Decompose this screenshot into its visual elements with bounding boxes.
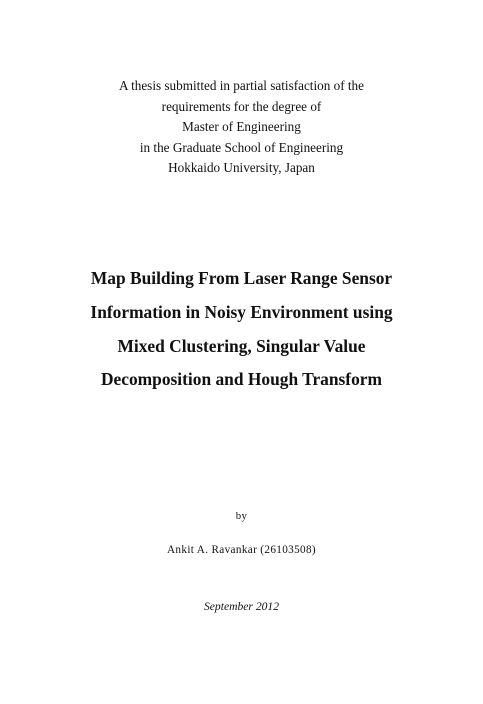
submission-line: Hokkaido University, Japan xyxy=(168,160,315,175)
title-line: Mixed Clustering, Singular Value xyxy=(117,335,366,356)
author-name: Ankit A. Ravankar (26103508) xyxy=(167,544,316,556)
submission-line: requirements for the degree of xyxy=(161,98,322,114)
thesis-title xyxy=(0,262,483,397)
submission-statement xyxy=(0,76,483,179)
title-line: Information in Noisy Environment using xyxy=(90,301,393,322)
by-label: by xyxy=(235,510,248,522)
submission-line: Master of Engineering xyxy=(182,119,301,134)
submission-line: in the Graduate School of Engineering xyxy=(139,139,344,155)
title-line: Decomposition and Hough Transform xyxy=(100,369,383,390)
submission-line: A thesis submitted in partial satisfaction of the xyxy=(118,78,365,93)
submission-date: September 2012 xyxy=(203,600,280,613)
title-line: Map Building From Laser Range Sensor xyxy=(90,268,393,288)
